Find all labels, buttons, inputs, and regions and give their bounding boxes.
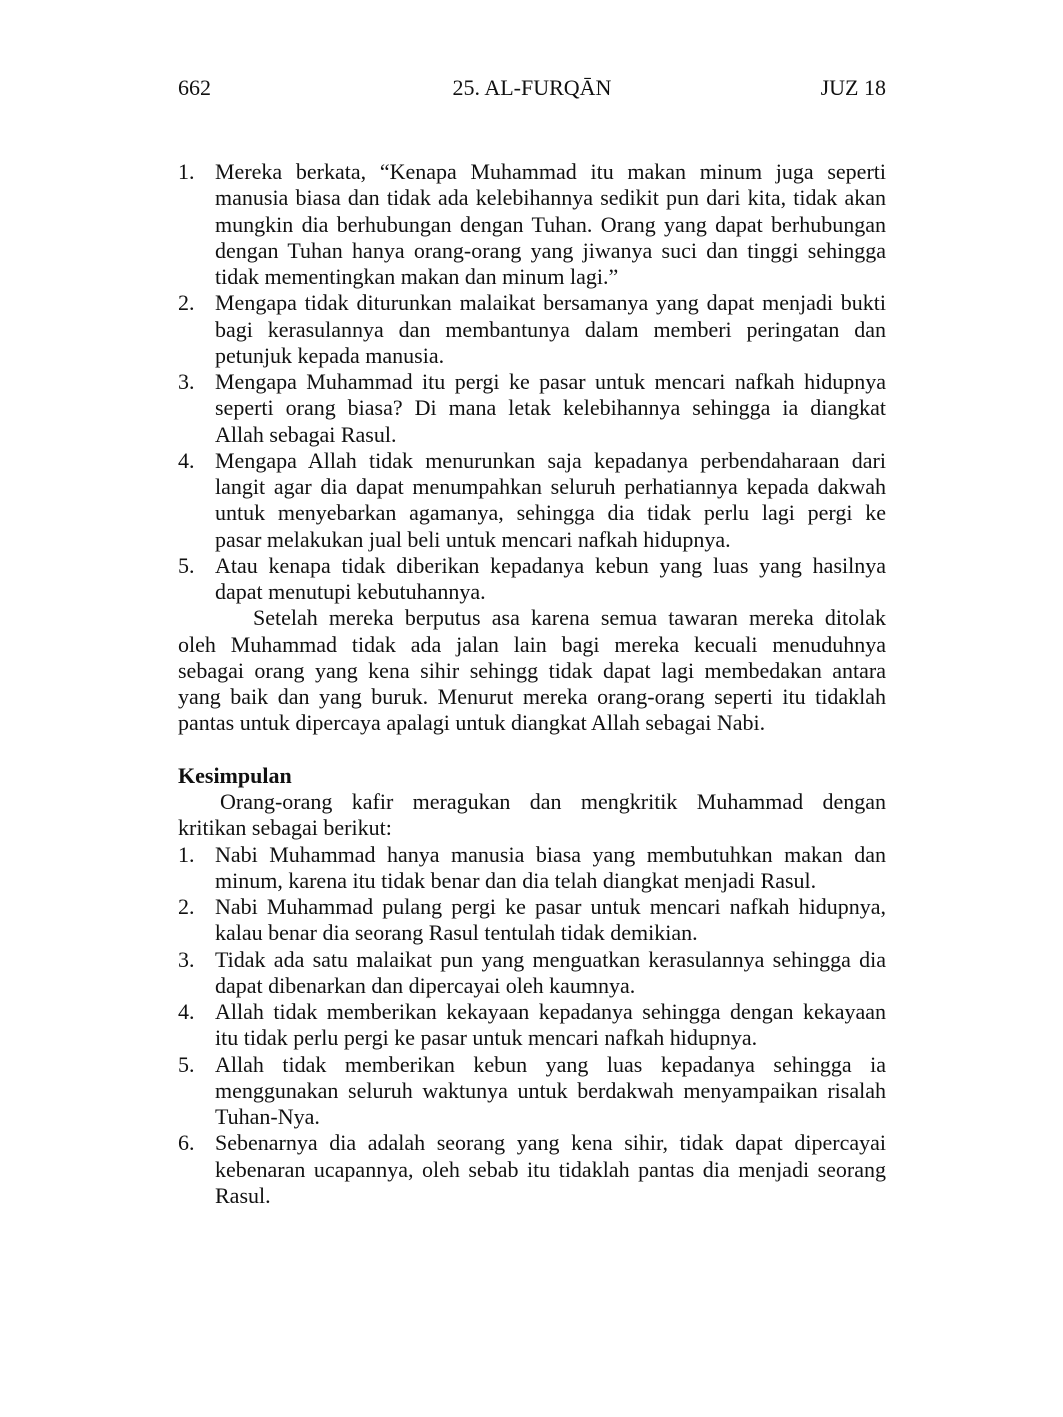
item-number: 3.: [178, 946, 195, 972]
text-line: kalau benar dia seorang Rasul tentulah tidak demikian.: [215, 920, 698, 946]
list-item: [178, 894, 886, 947]
objection-list: [178, 159, 886, 605]
list-item: [178, 448, 886, 553]
conclusion-list: [178, 842, 886, 1210]
text-line: Nabi Muhammad pulang pergi ke pasar untuk mencari nafkah hidupnya,: [215, 894, 886, 919]
text-line: dapat menutupi kebutuhannya.: [215, 579, 486, 604]
text-line: dengan Tuhan hanya orang-orang yang jiwanya suci dan tinggi sehingga: [215, 237, 886, 263]
text-line: langit agar dia dapat menumpahkan seluruh perhatiannya kepada dakwah: [215, 474, 886, 499]
text-line: pasar melakukan jual beli untuk mencari nafkah hidupnya.: [215, 526, 731, 552]
text-line: Mengapa Allah tidak menurunkan saja kepadanya perbendaharaan dari: [215, 447, 886, 473]
text-line: Mereka berkata, “Kenapa Muhammad itu makan minum juga seperti: [215, 159, 886, 184]
text-line: bagi kerasulannya dan membantunya dalam memberi peringatan dan: [215, 316, 886, 342]
list-item: [178, 290, 886, 369]
text-line: Sebenarnya dia adalah seorang yang kena sihir, tidak dapat dipercayai: [215, 1130, 886, 1156]
text-line: mungkin dia berhubungan dengan Tuhan. Orang yang dapat berhubungan: [215, 211, 886, 237]
list-item: [178, 842, 886, 895]
text-line: Tuhan-Nya.: [215, 1104, 320, 1129]
text-line: manusia biasa dan tidak ada kelebihannya sedikit pun dari kita, tidak akan: [215, 185, 886, 211]
text-line: petunjuk kepada manusia.: [215, 342, 445, 368]
text-line: dapat dibenarkan dan dipercayai oleh kaumnya.: [215, 972, 636, 998]
item-number: 5.: [178, 1051, 195, 1077]
paragraph: [178, 605, 886, 736]
item-number: 4.: [178, 447, 195, 473]
text-line: minum, karena itu tidak benar dan dia telah diangkat menjadi Rasul.: [215, 867, 817, 893]
item-number: 2.: [178, 894, 195, 919]
list-item: [178, 1052, 886, 1131]
page-header: [178, 74, 886, 102]
item-number: 1.: [178, 841, 195, 867]
page-body: [178, 159, 886, 1209]
list-item: [178, 553, 886, 606]
text-line: Orang-orang kafir meragukan dan mengkritik Muhammad dengan: [220, 789, 886, 814]
text-line: Allah tidak memberikan kekayaan kepadanya sehingga dengan kekayaan: [215, 999, 886, 1024]
text-line: tidak mementingkan makan dan minum lagi.”: [215, 264, 619, 289]
page-number: 662: [178, 75, 211, 100]
list-item: [178, 1130, 886, 1209]
text-line: kritikan sebagai berikut:: [178, 815, 392, 841]
item-number: 4.: [178, 999, 195, 1024]
text-line: Rasul.: [215, 1182, 271, 1208]
list-item: [178, 369, 886, 448]
chapter-title: 25. AL-FURQĀN: [452, 75, 612, 100]
item-number: 5.: [178, 552, 195, 578]
list-item: [178, 947, 886, 1000]
section-heading: Kesimpulan: [178, 762, 292, 788]
juz-label: JUZ 18: [820, 75, 886, 100]
item-number: 1.: [178, 159, 195, 184]
conclusion-intro: [178, 789, 886, 842]
list-item: [178, 159, 886, 290]
text-line: oleh Muhammad tidak ada jalan lain bagi mereka kecuali menuduhnya: [178, 631, 886, 657]
text-line: Nabi Muhammad hanya manusia biasa yang membutuhkan makan dan: [215, 841, 886, 867]
text-line: Atau kenapa tidak diberikan kepadanya kebun yang luas yang hasilnya: [215, 552, 886, 578]
text-line: pantas untuk dipercaya apalagi untuk diangkat Allah sebagai Nabi.: [178, 710, 766, 736]
item-number: 2.: [178, 290, 195, 316]
text-line: itu tidak perlu pergi ke pasar untuk mencari nafkah hidupnya.: [215, 1025, 758, 1051]
text-line: Tidak ada satu malaikat pun yang menguatkan kerasulannya sehingga dia: [215, 946, 886, 972]
text-line: Mengapa Muhammad itu pergi ke pasar untuk mencari nafkah hidupnya: [215, 369, 886, 394]
text-line: untuk menyebarkan agamanya, sehingga dia tidak perlu lagi pergi ke: [215, 500, 886, 526]
text-line: Setelah mereka berputus asa karena semua tawaran mereka ditolak: [253, 605, 886, 631]
item-number: 6.: [178, 1130, 195, 1156]
text-line: kebenaran ucapannya, oleh sebab itu tidaklah pantas dia menjadi seorang: [215, 1156, 886, 1182]
item-number: 3.: [178, 369, 195, 394]
text-line: menggunakan seluruh waktunya untuk berdakwah menyampaikan risalah: [215, 1077, 886, 1103]
text-line: seperti orang biasa? Di mana letak kelebihannya sehingga ia diangkat: [215, 395, 886, 421]
text-line: yang baik dan yang buruk. Menurut mereka orang-orang seperti itu tidaklah: [178, 684, 886, 709]
text-line: Allah tidak memberikan kebun yang luas kepadanya sehingga ia: [215, 1051, 886, 1077]
text-line: sebagai orang yang kena sihir sehingg tidak dapat lagi membedakan antara: [178, 657, 886, 683]
text-line: Mengapa tidak diturunkan malaikat bersamanya yang dapat menjadi bukti: [215, 290, 886, 316]
text-line: Allah sebagai Rasul.: [215, 421, 397, 447]
list-item: [178, 999, 886, 1052]
